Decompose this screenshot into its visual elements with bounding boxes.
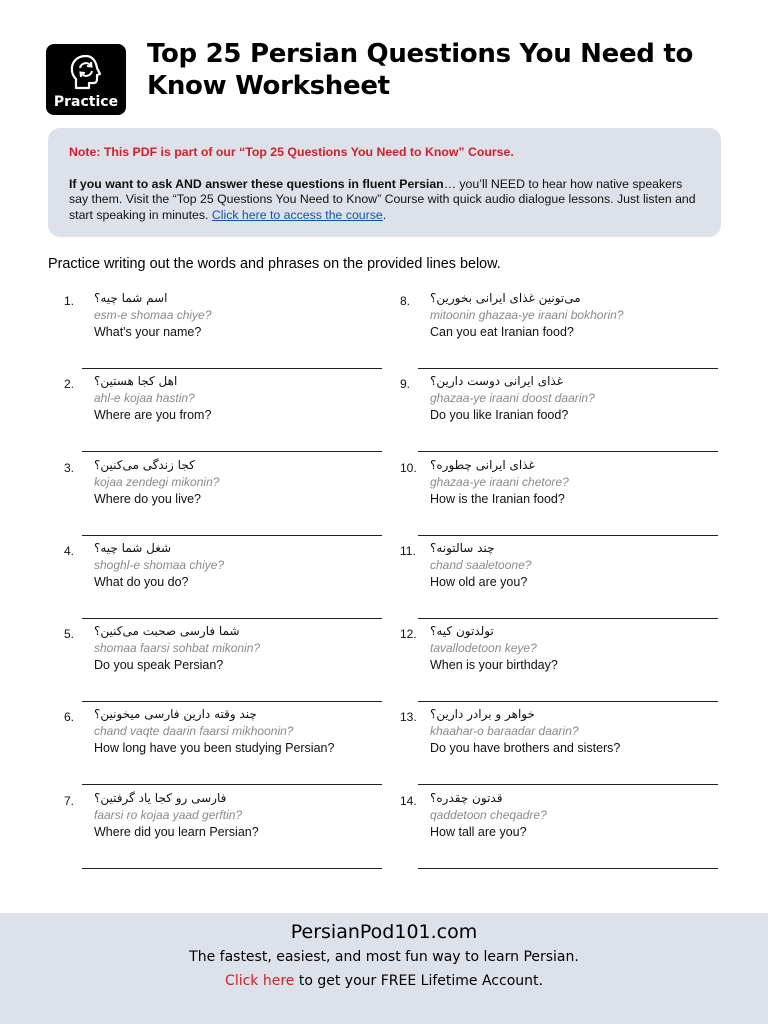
- footer-cta-text: to get your FREE Lifetime Account.: [294, 973, 543, 989]
- footer-site-name: PersianPod101.com: [290, 921, 478, 943]
- question-english: Do you have brothers and sisters?: [430, 741, 621, 756]
- question-farsi: فارسی رو کجا یاد گرفتین؟: [94, 790, 227, 805]
- question-farsi: قدتون چقدره؟: [430, 790, 503, 805]
- question-number: 10.: [400, 460, 417, 475]
- note-bold-intro: If you want to ask AND answer these questions in fluent Persian: [69, 176, 444, 191]
- note-heading: Note: This PDF is part of our “Top 25 Questions You Need to Know” Course.: [69, 145, 514, 159]
- question-english: How long have you been studying Persian?: [94, 741, 335, 756]
- question-item: [64, 290, 364, 373]
- question-item: [64, 623, 364, 706]
- question-item: [64, 457, 364, 540]
- question-transliteration: esm-e shomaa chiye?: [94, 308, 212, 322]
- head-refresh-icon: [66, 52, 106, 92]
- question-item: [64, 706, 364, 789]
- question-item: [400, 290, 700, 373]
- question-farsi: چند وقته دارین فارسی میخونین؟: [94, 707, 257, 722]
- question-english: How is the Iranian food?: [430, 491, 565, 506]
- lifetime-account-link[interactable]: Click here: [225, 973, 295, 989]
- question-number: 6.: [64, 710, 75, 725]
- question-transliteration: kojaa zendegi mikonin?: [94, 474, 220, 489]
- question-number: 9.: [400, 377, 411, 392]
- question-farsi: غذای ایرانی چطوره؟: [430, 457, 535, 472]
- question-english: Where are you from?: [94, 408, 212, 423]
- access-course-link[interactable]: Click here to access the course: [211, 207, 383, 222]
- writing-line[interactable]: [82, 368, 382, 369]
- question-item: [64, 790, 364, 873]
- question-number: 12.: [400, 627, 417, 642]
- writing-line[interactable]: [418, 701, 718, 702]
- question-number: 11.: [400, 543, 416, 558]
- question-farsi: خواهر و برادر دارین؟: [430, 707, 535, 722]
- note-end: .: [382, 207, 387, 222]
- question-number: 4.: [64, 543, 75, 558]
- question-transliteration: ghazaa-ye iraani chetore?: [430, 474, 569, 489]
- writing-line[interactable]: [418, 535, 718, 536]
- question-farsi: چند سالتونه؟: [430, 540, 495, 555]
- question-english: Can you eat Iranian food?: [430, 325, 574, 339]
- question-transliteration: faarsi ro kojaa yaad gerftin?: [94, 807, 243, 822]
- question-transliteration: khaahar-o baraadar daarin?: [430, 724, 579, 739]
- writing-line[interactable]: [82, 784, 382, 785]
- footer-tagline: The fastest, easiest, and most fun way to learn Persian.: [189, 949, 579, 965]
- question-farsi: شما فارسی صحبت می‌کنین؟: [94, 624, 240, 639]
- question-farsi: کجا زندگی می‌کنین؟: [94, 457, 195, 472]
- question-english: When is your birthday?: [430, 658, 558, 673]
- question-transliteration: chand saaletoone?: [430, 557, 532, 572]
- question-transliteration: qaddetoon cheqadre?: [430, 807, 547, 822]
- writing-line[interactable]: [418, 451, 718, 452]
- question-english: Do you speak Persian?: [94, 658, 224, 673]
- question-number: 1.: [64, 294, 75, 308]
- question-item: [400, 623, 700, 706]
- question-transliteration: tavallodetoon keye?: [430, 641, 537, 656]
- writing-line[interactable]: [82, 618, 382, 619]
- question-english: Where did you learn Persian?: [94, 824, 259, 839]
- question-item: [400, 790, 700, 873]
- question-transliteration: shomaa faarsi sohbat mikonin?: [94, 641, 261, 656]
- question-transliteration: mitoonin ghazaa-ye iraani bokhorin?: [430, 308, 624, 322]
- question-transliteration: ahl-e kojaa hastin?: [94, 391, 195, 406]
- writing-line[interactable]: [418, 368, 718, 369]
- question-item: [400, 373, 700, 456]
- footer-cta: [0, 973, 768, 989]
- question-english: Do you like Iranian food?: [430, 408, 569, 423]
- note-body-text: … you’ll NEED to hear how native speakers say them. Visit the “Top 25 Questions You Need to Know” Course with quick audio dialogue lessons. Just listen and start speaking in minutes.: [69, 176, 696, 222]
- writing-line[interactable]: [82, 868, 382, 869]
- question-item: [400, 706, 700, 789]
- footer-banner: [0, 913, 768, 1024]
- writing-line[interactable]: [82, 701, 382, 702]
- question-transliteration: shoghl-e shomaa chiye?: [94, 557, 225, 572]
- question-english: What do you do?: [94, 574, 189, 589]
- questions-column-right: [400, 290, 700, 873]
- question-english: How old are you?: [430, 574, 528, 589]
- writing-line[interactable]: [418, 784, 718, 785]
- question-english: What's your name?: [94, 325, 202, 339]
- questions-column-left: [64, 290, 364, 873]
- instructions: Practice writing out the words and phrases on the provided lines below.: [48, 256, 501, 272]
- course-note: [48, 128, 721, 237]
- writing-line[interactable]: [82, 535, 382, 536]
- question-item: [400, 457, 700, 540]
- question-farsi: شغل شما چیه؟: [94, 540, 172, 555]
- question-item: [64, 540, 364, 623]
- question-number: 14.: [400, 793, 417, 808]
- practice-logo: [46, 44, 126, 115]
- question-farsi: تولدتون کیه؟: [430, 624, 494, 639]
- writing-line[interactable]: [418, 868, 718, 869]
- question-farsi: اسم شما چیه؟: [94, 291, 168, 305]
- question-farsi: می‌تونین غذای ایرانی بخورین؟: [430, 291, 581, 305]
- question-english: Where do you live?: [94, 491, 202, 506]
- question-farsi: غذای ایرانی دوست دارین؟: [430, 374, 564, 389]
- question-item: [64, 373, 364, 456]
- writing-line[interactable]: [82, 451, 382, 452]
- question-number: 13.: [400, 710, 417, 725]
- page-title: Top 25 Persian Questions You Need to Know Worksheet: [147, 39, 694, 101]
- question-transliteration: chand vaqte daarin faarsi mikhoonin?: [94, 724, 294, 739]
- note-body: [69, 177, 701, 224]
- question-number: 3.: [64, 460, 75, 475]
- question-english: How tall are you?: [430, 824, 527, 839]
- question-item: [400, 540, 700, 623]
- question-number: 2.: [64, 377, 75, 392]
- question-number: 8.: [400, 294, 411, 308]
- question-number: 5.: [64, 627, 75, 642]
- question-transliteration: ghazaa-ye iraani doost daarin?: [430, 391, 595, 406]
- writing-line[interactable]: [418, 618, 718, 619]
- logo-label: Practice: [53, 94, 119, 110]
- question-farsi: اهل کجا هستین؟: [94, 374, 178, 389]
- question-number: 7.: [64, 793, 75, 808]
